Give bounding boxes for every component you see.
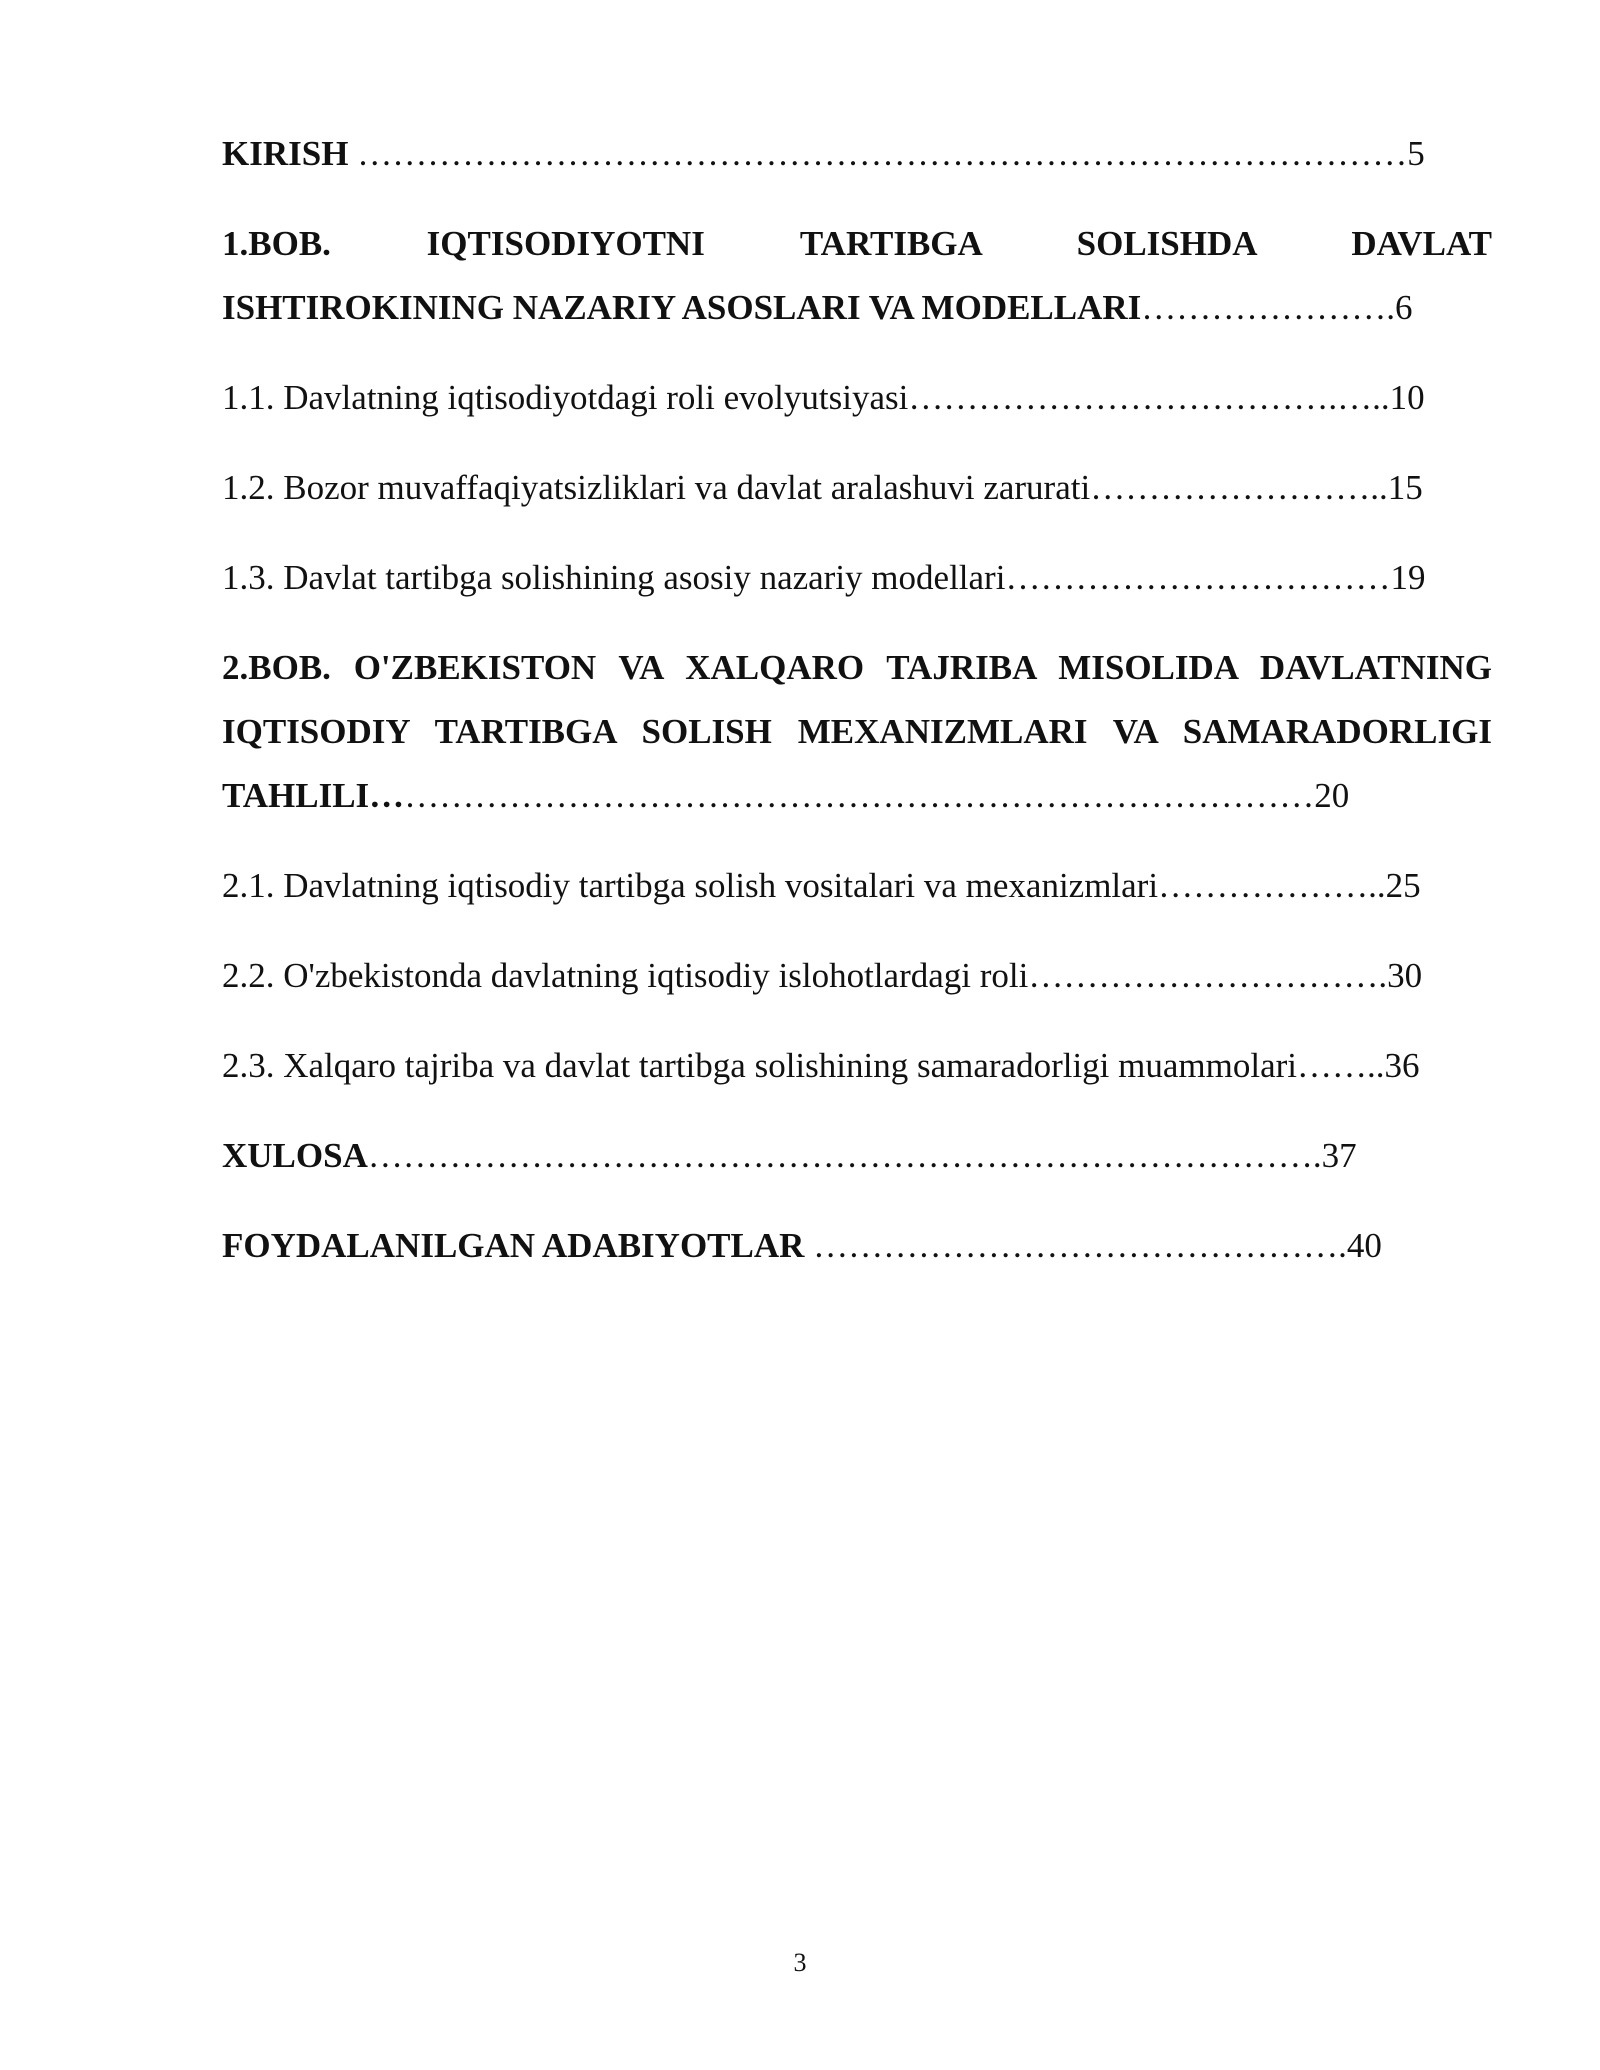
toc-leader: ……………………………………………………………………….	[367, 1136, 1322, 1175]
toc-title-line-2: IQTISODIY TARTIBGA SOLISH MEXANIZMLARI VA SAMARADORLIGI	[222, 712, 1492, 751]
toc-leader: ………………….	[1141, 288, 1396, 327]
toc-page-number: 15	[1387, 468, 1423, 507]
toc-page-number: 20	[1314, 776, 1350, 815]
toc-page-number: 5	[1407, 134, 1425, 173]
toc-title: 1.1. Davlatning iqtisodiyotdagi roli evolyutsiyasi	[222, 378, 909, 417]
toc-leader: ………………………….	[1028, 956, 1388, 995]
toc-title: 2.3. Xalqaro tajriba va davlat tartibga solishining samaradorligi muammolari	[222, 1046, 1297, 1085]
toc-page-number: 37	[1321, 1136, 1357, 1175]
toc-entry-1-1[interactable]	[222, 366, 1492, 430]
toc-title-line-1: 2.BOB. O'ZBEKISTON VA XALQARO TAJRIBA MISOLIDA DAVLATNING	[222, 648, 1492, 687]
toc-title: 2.2. O'zbekistonda davlatning iqtisodiy islohotlardagi roli	[222, 956, 1029, 995]
toc-leader: ………………………………………………………………………………	[348, 134, 1408, 173]
toc-leader: ……..	[1297, 1046, 1385, 1085]
toc-leader: ……………………………….…..	[908, 378, 1390, 417]
toc-page-number: 30	[1387, 956, 1423, 995]
toc-title: 2.1. Davlatning iqtisodiy tartibga solish vositalari va mexanizmlari	[222, 866, 1159, 905]
toc-leader: ……………………..	[1090, 468, 1388, 507]
toc-title: XULOSA	[222, 1136, 368, 1175]
toc-title: FOYDALANILGAN ADABIYOTLAR	[222, 1226, 805, 1265]
toc-leader: ……………………………………….	[804, 1226, 1347, 1265]
toc-title: 1.3. Davlat tartibga solishining asosiy nazariy modellari	[222, 558, 1006, 597]
toc-page-number: 36	[1384, 1046, 1420, 1085]
toc-title-line-3: TAHLILI………………………………………………………………………20	[222, 776, 1350, 815]
footer-page-number: 3	[793, 1948, 807, 1977]
toc-page-number: 25	[1385, 866, 1421, 905]
table-of-contents	[222, 122, 1492, 1304]
toc-entry-adabiyotlar[interactable]	[222, 1214, 1492, 1278]
toc-page-number: 6	[1395, 288, 1413, 327]
toc-leader: ……………………………………………………………………	[404, 776, 1315, 815]
toc-entry-2-2[interactable]	[222, 944, 1492, 1008]
toc-entry-kirish[interactable]	[222, 122, 1492, 186]
toc-title: KIRISH	[222, 134, 349, 173]
toc-entry-2-3[interactable]	[222, 1034, 1492, 1098]
toc-leader: ………………..	[1158, 866, 1386, 905]
toc-title: 1.2. Bozor muvaffaqiyatsizliklari va davlat aralashuvi zarurati	[222, 468, 1091, 507]
toc-page-number: 19	[1390, 558, 1426, 597]
toc-entry-1-3[interactable]	[222, 546, 1492, 610]
toc-title-line-2: ISHTIROKINING NAZARIY ASOSLARI VA MODELLARI………………….6	[222, 288, 1413, 327]
toc-entry-1-2[interactable]	[222, 456, 1492, 520]
toc-entry-xulosa[interactable]	[222, 1124, 1492, 1188]
toc-title-line-1: 1.BOB. IQTISODIYOTNI TARTIBGA SOLISHDA DAVLAT	[222, 224, 1493, 263]
toc-page-number: 40	[1346, 1226, 1382, 1265]
toc-page-number: 10	[1389, 378, 1425, 417]
toc-leader: ……………………………	[1005, 558, 1391, 597]
toc-entry-bob-1[interactable]	[222, 212, 1492, 340]
toc-entry-2-1[interactable]	[222, 854, 1492, 918]
toc-entry-bob-2[interactable]	[222, 636, 1492, 828]
